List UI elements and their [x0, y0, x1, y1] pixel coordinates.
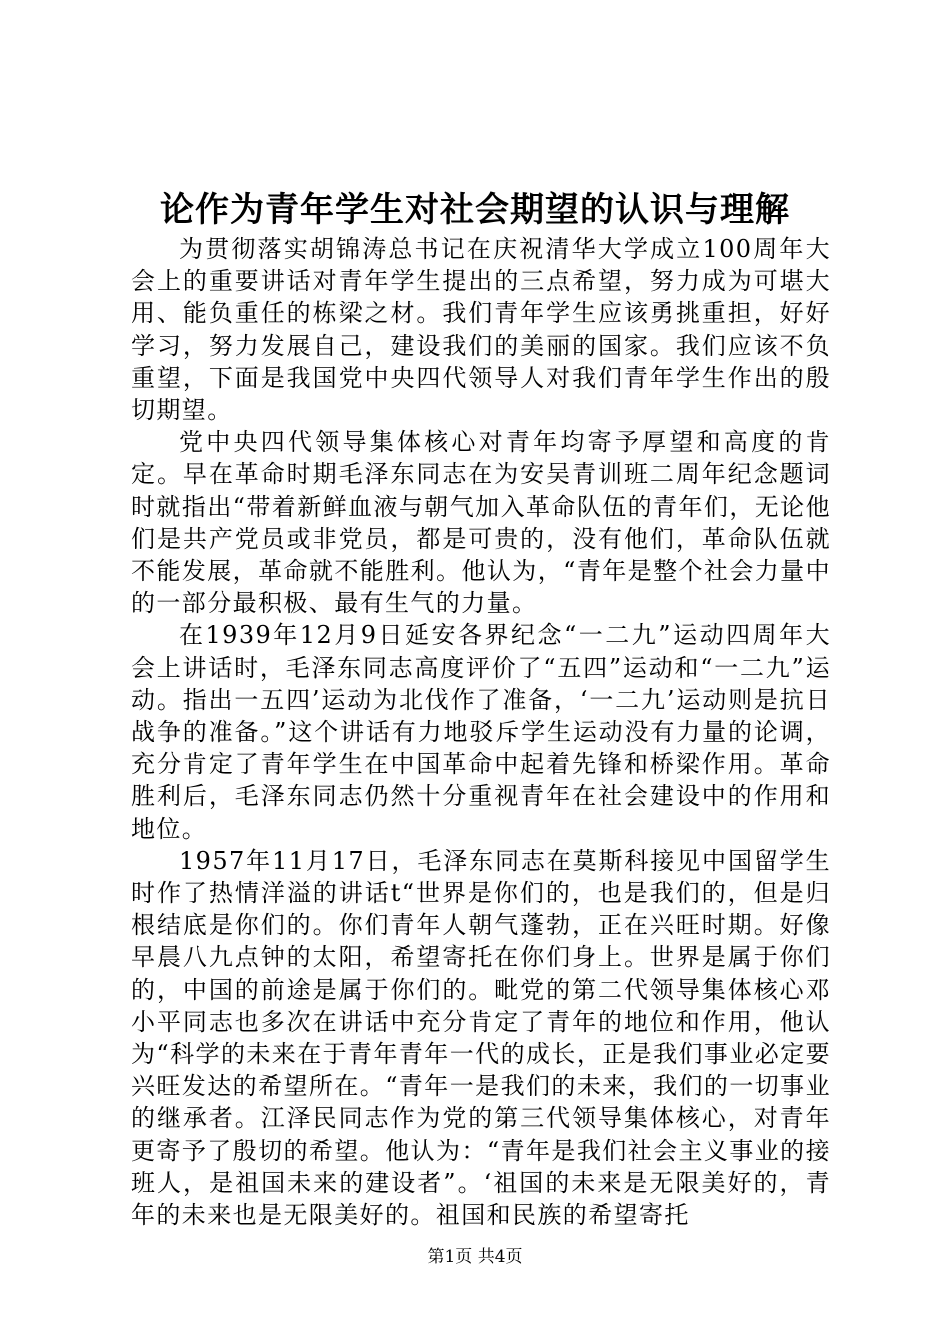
- paragraph-1: 为贯彻落实胡锦涛总书记在庆祝清华大学成立100周年大会上的重要讲话对青年学生提出的三点希望，努力成为可堪大用、能负重任的栋梁之材。我们青年学生应该勇挑重担，好好学习，努力发展自己，建设我们的美丽的国家。我们应该不负重望，下面是我国党中央四代领导人对我们青年学生作出的殷切期望。: [131, 235, 831, 425]
- document-body: [131, 233, 831, 1231]
- document-title: 论作为青年学生对社会期望的认识与理解: [160, 190, 790, 230]
- page-number: 第1页 共4页: [427, 1247, 523, 1267]
- paragraph-3: 在1939年12月9日延安各界纪念“一二九”运动四周年大会上讲话时，毛泽东同志高度评价了“五四”运动和“一二九”运动。指出一五四’运动为北伐作了准备，‘一二九’运动则是抗日战争的准备。”这个讲话有力地驳斥学生运动没有力量的论调，充分肯定了青年学生在中国革命中起着先锋和桥梁作用。革命胜利后，毛泽东同志仍然十分重视青年在社会建设中的作用和地位。: [131, 621, 831, 843]
- paragraph-4: 1957年11月17日，毛泽东同志在莫斯科接见中国留学生时作了热情洋溢的讲话t“世界是你们的，也是我们的，但是归根结底是你们的。你们青年人朝气蓬勃，正在兴旺时期。好像早晨八九点钟的太阳，希望寄托在你们身上。世界是属于你们的，中国的前途是属于你们的。毗党的第二代领导集体核心邓小平同志也多次在讲话中充分肯定了青年的地位和作用，他认为“科学的未来在于青年青年一代的成长，正是我们事业必定要兴旺发达的希望所在。“青年一是我们的未来，我们的一切事业的继承者。江泽民同志作为党的第三代领导集体核心，对青年更寄予了殷切的希望。他认为：“青年是我们社会主义事业的接班人，是祖国未来的建设者”。‘祖国的未来是无限美好的，青年的未来也是无限美好的。祖国和民族的希望寄托: [131, 846, 831, 1230]
- paragraph-2: 党中央四代领导集体核心对青年均寄予厚望和高度的肯定。早在革命时期毛泽东同志在为安吴青训班二周年纪念题词时就指出“带着新鲜血液与朝气加入革命队伍的青年们，无论他们是共产党员或非党员，都是可贵的，没有他们，革命队伍就不能发展，革命就不能胜利。他认为，“青年是整个社会力量中的一部分最积极、最有生气的力量。: [131, 428, 831, 618]
- page-footer: [0, 1245, 950, 1269]
